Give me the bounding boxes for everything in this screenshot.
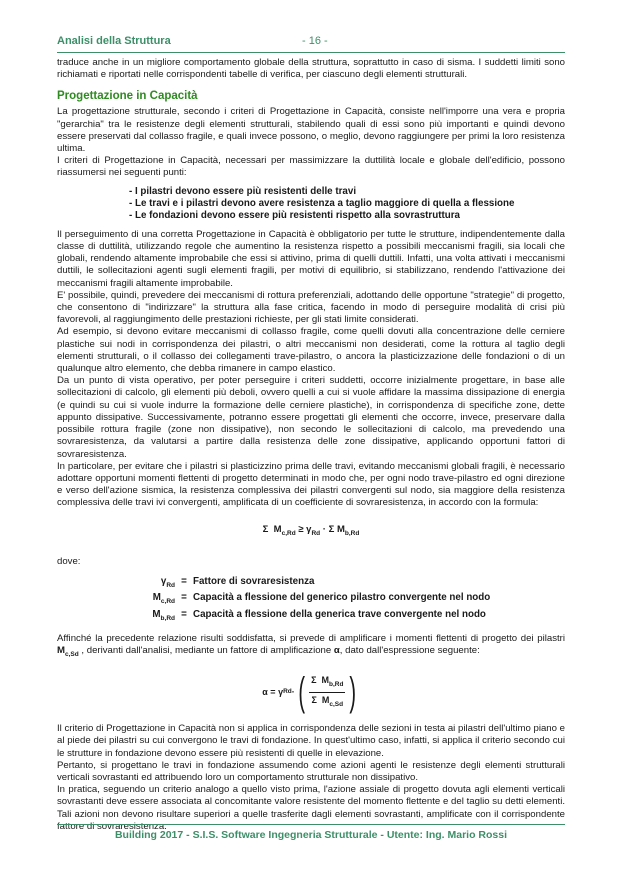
symbol-subscript: c,Rd: [160, 598, 175, 606]
paragraph: In particolare, per evitare che i pilastri si plasticizzino prima delle travi, evitando meccanismi globali fragili, è necessario adottare opportuni momenti flettenti di progetto determinati in modo che, per ogni nodo trave-pilastro ed ogni direzione e verso dell'azione sismica, la resistenza complessiva dei pilastri convergenti sul nodo, sia maggiore della resistenza complessiva delle travi ivi convergenti, amplificata di un coefficiente di sovraresistenza, in accordo con la formula:: [57, 460, 565, 509]
definition-text: Fattore di sovraresistenza: [193, 575, 315, 587]
criteria-item: - Le fondazioni devono essere più resistenti rispetto alla sovrastruttura: [129, 210, 460, 222]
alpha-symbol: α: [333, 645, 340, 657]
header-divider: [57, 52, 565, 53]
sigma-symbol: Σ: [328, 523, 335, 535]
left-paren: (: [298, 670, 305, 715]
formula-operator: ·: [291, 687, 295, 698]
formula-operator: ·: [322, 523, 326, 535]
definition-text: Capacità a flessione del generico pilastro convergente nel nodo: [193, 592, 491, 604]
text-run: Affinché la precedente relazione risulti soddisfatta, si prevede di amplificare i momenti flettenti di progetto dei pilastri: [57, 632, 565, 644]
definition-symbol: [107, 576, 175, 592]
definition-equals: =: [181, 592, 187, 604]
paragraph: Pertanto, si progettano le travi in fondazione assumendo come azioni agenti le resistenze degli elementi strutturali verticali sovrastanti ed attribuendo loro un comportamento strutturale non dissipativo.: [57, 759, 565, 784]
right-paren: ): [349, 670, 357, 715]
criteria-list: [129, 186, 565, 223]
paragraph: I criteri di Progettazione in Capacità, necessari per massimizzare la duttilità locale e globale dell'edificio, possono riassumersi nei seguenti punti:: [57, 155, 565, 179]
criteria-item: - Le travi e i pilastri devono avere resistenza a taglio maggiore di quella a flessione: [129, 198, 515, 210]
formula-subscript: Rd: [283, 688, 292, 696]
formula-subscript: b,Rd: [344, 529, 360, 537]
capacity-formula: [57, 524, 565, 540]
paragraph: La progettazione strutturale, secondo i criteri di Progettazione in Capacità, consiste nell'imporre una vera e propria "gerarchia" tra le resistenze degli elementi strutturali, stabilendo quali di essi sono più importanti e quindi devono essere preservati dal collasso fragile, e quali invece possono, o meglio, devono raggiungere per primi la loro resistenza ultima.: [57, 106, 565, 155]
paragraph: Ad esempio, si devono evitare meccanismi di collasso fragile, come quelli dovuti alla concentrazione delle cerniere plastiche sui nodi in corrispondenza dei pilastri, o altri meccanismi non desiderati, come la rottura al taglio degli elementi strutturali, o il collasso dei collegamenti trave-pilastro, o ancora la plasticizzazione delle fondazioni o di un qualunque altro elemento, che debba rimanere in campo elastico.: [57, 326, 565, 375]
definition-row: [107, 592, 565, 608]
sigma-symbol: Σ: [311, 674, 317, 685]
formula-term: M: [321, 674, 329, 685]
fraction-numerator: [309, 673, 345, 692]
formula-relation: ≥: [298, 523, 304, 535]
definition-row: [107, 576, 565, 592]
where-label: dove:: [57, 555, 81, 567]
formula-term: M: [57, 645, 65, 657]
page-body: [57, 57, 565, 833]
footer-divider: [57, 824, 565, 825]
formula-subscript: Rd: [311, 529, 321, 537]
paragraph: In pratica, seguendo un criterio analogo a quello visto prima, l'azione assiale di progetto dovuta agli elementi verticali sovrastanti deve essere associata al concomitante valore resistente del momento flettente e del taglio su detti elementi. Tali azioni non devono risultare superiori a quelle trasferite dagli elementi sovrastanti, amplificate con il corrispondente fattore di sovraresistenza.: [57, 784, 565, 832]
symbol-text: M: [152, 592, 161, 604]
sigma-symbol: Σ: [311, 694, 317, 705]
formula-subscript: c,Sd: [329, 700, 344, 708]
symbol-text: M: [152, 608, 161, 620]
symbol-subscript: Rd: [166, 581, 175, 589]
definition-text: Capacità a flessione della generica trave convergente nel nodo: [193, 608, 486, 620]
formula-subscript: c,Sd: [65, 651, 79, 658]
text-run: , derivanti dall'analisi, mediante un fattore di amplificazione: [78, 645, 334, 657]
definition-equals: =: [181, 575, 187, 587]
section-heading: Progettazione in Capacità: [57, 90, 198, 103]
paragraph: Il criterio di Progettazione in Capacità non si applica in corrispondenza delle sezioni in testa ai pilastri dell'ultimo piano e al piede dei pilastri su cui convergono le travi di fondazione. In quest'ultimo caso, infatti, si applica il criterio secondo cui le strutture in fondazione devono essere più resistenti di quelle in elevazione.: [57, 723, 565, 759]
definition-symbol: [107, 609, 175, 625]
header-page-number: - 16 -: [302, 35, 328, 47]
gamma-symbol: γ: [278, 687, 284, 698]
intro-paragraph: traduce anche in un migliore comportamento globale della struttura, soprattutto in caso di sisma. I suddetti limiti sono richiamati e riportati nelle corrispondenti tabelle di verifica, per ciascuno degli elementi strutturali.: [57, 57, 565, 81]
formula-equals: =: [270, 687, 276, 698]
formula-subscript: b,Rd: [329, 680, 344, 688]
formula-term: M: [273, 523, 282, 535]
formula-subscript: c,Rd: [281, 529, 296, 537]
fraction-denominator: [309, 693, 345, 712]
formula-term: M: [321, 694, 330, 705]
header-section-title: Analisi della Struttura: [57, 35, 171, 47]
page-header: [57, 35, 565, 51]
criteria-item: - I pilastri devono essere più resistenti delle travi: [129, 185, 357, 197]
sigma-symbol: Σ: [262, 523, 269, 535]
formula-term: M: [336, 523, 345, 535]
paragraph: E' possibile, quindi, prevedere dei meccanismi di rottura preferenziali, adottando delle opportune "strategie" di progetto, che consentono di "indirizzare" la struttura alla fase critica, facendo in modo di perseguire modalità di crisi più favorevoli, al raggiungimento delle prestazioni richieste, per gli stati limite considerati.: [57, 289, 565, 326]
paragraph: Il perseguimento di una corretta Progettazione in Capacità è obbligatorio per tutte le strutture, indipendentemente dalla classe di duttilità, utilizzando regole che aumentino la resistenza rispetto a possibili meccanismi fragili, sia locali che globali, rendendo altamente improbabile che essi si attivino, prima di quelli duttili. Infatti, una volta attivati i meccanismi duttili, le sollecitazioni agenti sugli elementi fragili, per motivi di equilibrio, si stabilizzano, rendendo l'attivazione dei meccanismi fragili altamente improbabile.: [57, 228, 565, 289]
definition-symbol: [107, 592, 175, 608]
symbol-subscript: b,Rd: [160, 614, 175, 622]
definition-equals: =: [181, 608, 187, 620]
page-footer: Building 2017 - S.I.S. Software Ingegneria Strutturale - Utente: Ing. Mario Rossi: [114, 829, 508, 841]
amplification-paragraph: [57, 633, 565, 661]
gamma-symbol: γ: [306, 523, 312, 535]
amplification-formula: [57, 669, 565, 715]
definition-row: [107, 609, 565, 625]
symbol-text: γ: [160, 575, 167, 587]
text-run: , dato dall'espressione seguente:: [339, 645, 480, 657]
alpha-symbol: α: [262, 687, 268, 698]
paragraph: Da un punto di vista operativo, per poter perseguire i criteri suddetti, occorre inizialmente progettare, in base alle sollecitazioni di calcolo, gli elementi più deboli, ovvero quelli a cui si vuole affidare la massima dissipazione di energia (e quindi su cui si vuole indurre la formazione delle cerniere plastiche), in corrispondenza di specifiche zone, dette appunto dissipative. Successivamente, potranno essere progettati gli elementi che occorre, invece, preservare dalla possibile rottura fragile (zone non dissipative), non secondo le sollecitazioni di calcolo, ma prevedendo una sovraresistenza, da valutarsi a partire dalla resistenza delle zone dissipative, applicando opportuni fattori di sovraresistenza.: [57, 375, 565, 460]
definitions-list: [107, 576, 565, 625]
fraction: [309, 673, 345, 712]
